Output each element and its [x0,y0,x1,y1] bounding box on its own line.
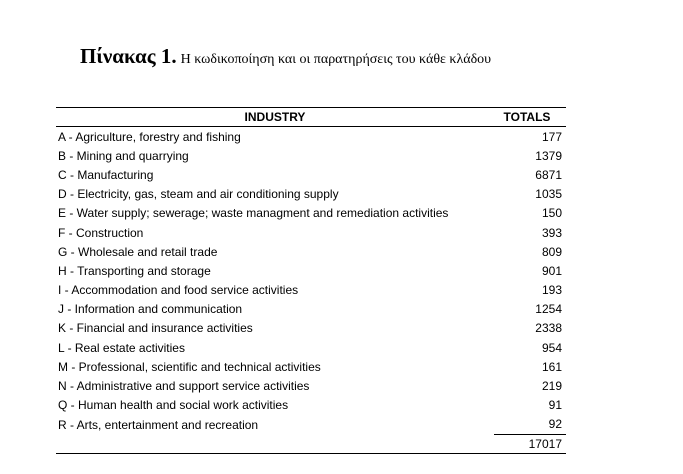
industry-name: R - Arts, entertainment and recreation [58,417,259,432]
table-row [56,242,566,261]
table-row [56,300,566,319]
grand-total-value: 17017 [494,435,566,454]
table-row [56,415,566,435]
industry-total: 1254 [535,302,562,317]
table-row [56,338,566,357]
table-row [56,261,566,280]
industry-total: 1035 [535,187,562,202]
table-row [56,281,566,300]
table-row [56,146,566,165]
industry-total: 150 [541,206,562,221]
table-row [56,357,566,376]
table-header-row [56,108,566,127]
industry-name: I - Accommodation and food service activities [58,283,299,298]
industry-total: 177 [541,129,562,144]
industry-total: 393 [541,225,562,240]
industry-total: 161 [541,359,562,374]
table-row [56,223,566,242]
industry-name: E - Water supply; sewerage; waste managment and remediation activities [58,206,449,221]
industry-total: 1379 [535,148,562,163]
industry-name: H - Transporting and storage [58,263,211,278]
header-totals: TOTALS [494,108,566,127]
caption-text: Η κωδικοποίηση και οι παρατηρήσεις του κάθε κλάδου [180,52,492,67]
table-row [56,204,566,223]
industry-name: F - Construction [58,225,144,240]
industry-totals-table [56,107,566,454]
industry-total: 91 [548,398,562,413]
industry-name: A - Agriculture, forestry and fishing [58,129,241,144]
industry-name: G - Wholesale and retail trade [58,244,218,259]
industry-name: N - Administrative and support service activities [58,379,310,394]
industry-name: C - Manufacturing [58,167,154,182]
table-row [56,165,566,184]
table-row [56,319,566,338]
industry-name: Q - Human health and social work activities [58,398,289,413]
industry-total: 6871 [535,167,562,182]
industry-name: L - Real estate activities [58,340,185,355]
industry-name: D - Electricity, gas, steam and air conditioning supply [58,187,339,202]
industry-total: 809 [541,244,562,259]
industry-name: J - Information and communication [58,302,243,317]
table-caption [80,44,491,69]
table-row [56,185,566,204]
grand-total-row [56,435,566,454]
header-industry: INDUSTRY [56,108,494,127]
industry-total: 901 [541,263,562,278]
table-row [56,127,566,147]
industry-total: 954 [541,340,562,355]
industry-total: 193 [541,283,562,298]
industry-name: K - Financial and insurance activities [58,321,253,336]
industry-name: M - Professional, scientific and technical activities [58,359,321,374]
table-row [56,376,566,395]
caption-label: Πίνακας 1. [80,44,177,68]
table-row [56,396,566,415]
grand-total-spacer [56,435,494,454]
industry-name: B - Mining and quarrying [58,148,189,163]
industry-total: 219 [541,379,562,394]
industry-total: 2338 [535,321,562,336]
industry-total: 92 [494,415,566,435]
